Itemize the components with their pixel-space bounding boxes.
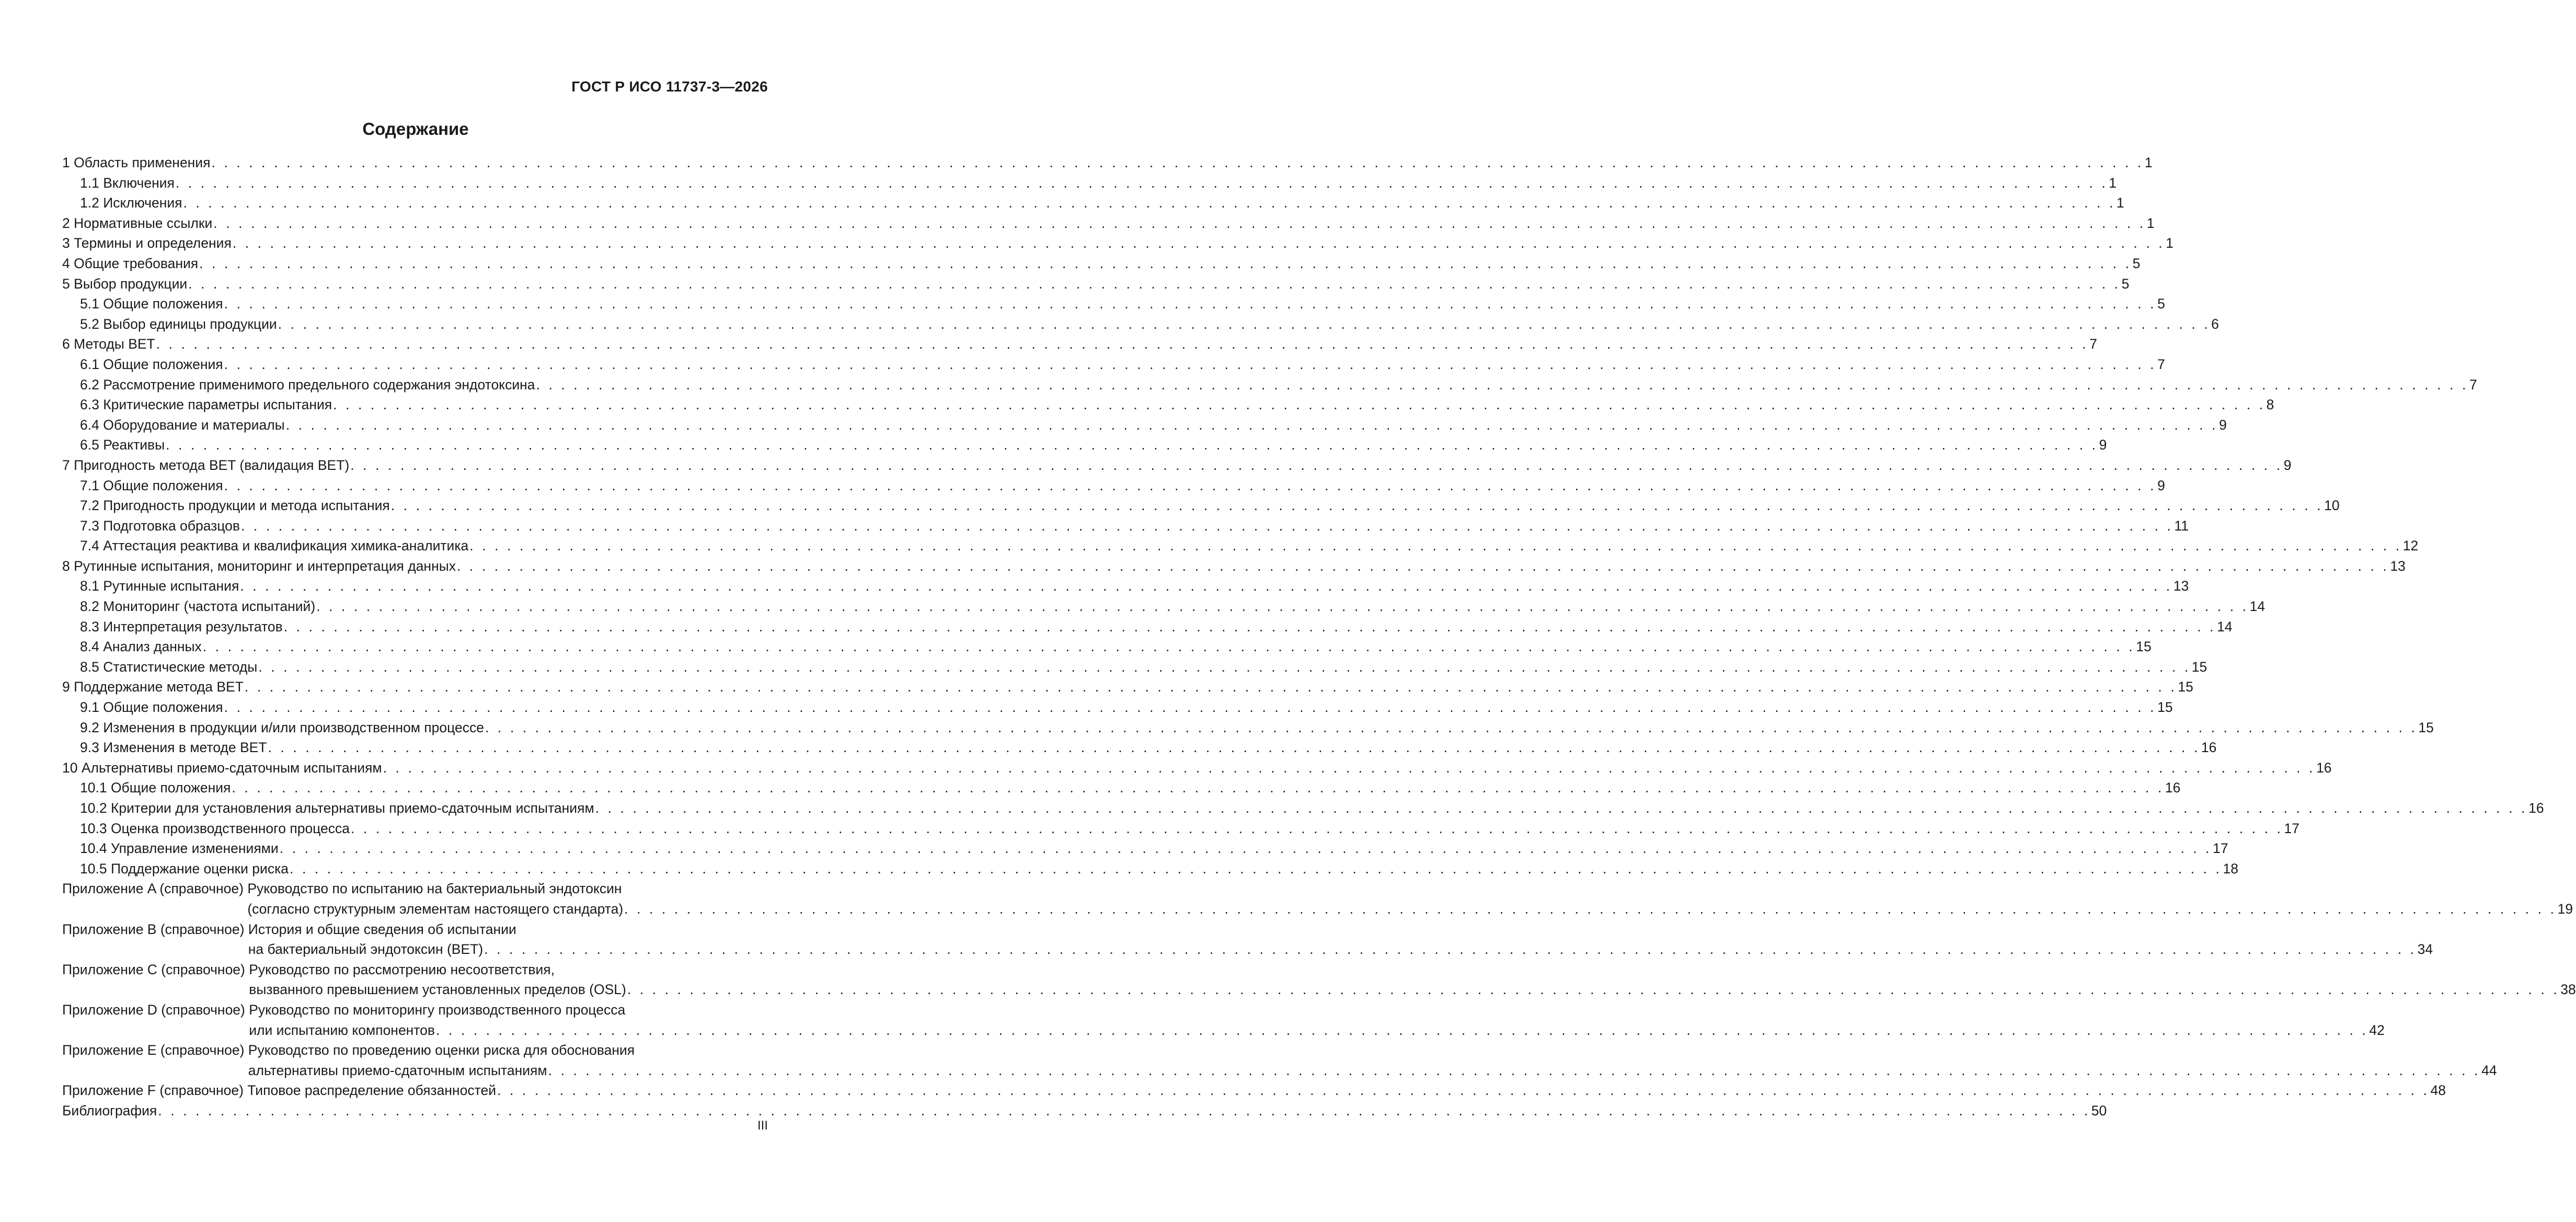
- toc-entry[interactable]: [62, 657, 2207, 677]
- annex-title-line: Руководство по испытанию на бактериальный эндотоксин: [247, 881, 622, 897]
- toc-entry-label: 8.5 Статистические методы: [80, 659, 258, 675]
- toc-entry-page: 9: [2219, 417, 2227, 433]
- dot-leader: [241, 516, 2173, 536]
- dot-leader: [469, 536, 2401, 556]
- toc-entry-page: 1: [2116, 195, 2124, 211]
- annex-designation: Приложение A (справочное): [62, 881, 248, 897]
- toc-entry-page: 13: [2390, 558, 2406, 574]
- toc-entry-page: 11: [2174, 517, 2189, 534]
- toc-entry[interactable]: [62, 435, 2107, 455]
- toc-entry[interactable]: [62, 354, 2165, 375]
- toc-entry-page: 5: [2157, 296, 2165, 312]
- toc-entry-page: 34: [2417, 941, 2433, 958]
- toc-entry-page: 19: [2557, 901, 2573, 917]
- toc-entry[interactable]: [62, 294, 2165, 314]
- toc-entry-label: 6 Методы BET: [62, 336, 155, 352]
- toc-entry[interactable]: [62, 536, 2419, 556]
- dot-leader: [211, 153, 2143, 173]
- toc-entry[interactable]: [62, 718, 2434, 738]
- annex-title-line: на бактериальный эндотоксин (BET): [248, 941, 484, 958]
- toc-entry-page: 13: [2173, 578, 2189, 594]
- toc-entry-label: 6.1 Общие положения: [80, 356, 223, 372]
- dot-leader: [391, 495, 2323, 516]
- toc-entry-label: 6.3 Критические параметры испытания: [80, 397, 332, 413]
- dot-leader: [258, 657, 2190, 677]
- toc-entry-page: 1: [2146, 215, 2155, 231]
- toc-entry-label: 10 Альтернативы приемо-сдаточным испытаниям: [62, 759, 382, 776]
- toc-entry-label: 4 Общие требования: [62, 255, 199, 271]
- document-code: ГОСТ Р ИСО 11737-3—2026: [571, 78, 768, 95]
- annex-designation: Приложение D (справочное): [62, 1001, 249, 1018]
- toc-entry[interactable]: [62, 153, 2153, 173]
- toc-entry-label: 7 Пригодность метода BET (валидация BET): [62, 457, 350, 473]
- toc-entry[interactable]: [62, 495, 2340, 516]
- toc-entry[interactable]: [62, 253, 2141, 274]
- toc-entry-label: 1.1 Включения: [80, 175, 175, 191]
- toc-entry[interactable]: [62, 395, 2274, 415]
- dot-leader: [497, 1080, 2429, 1101]
- dot-leader: [316, 596, 2248, 617]
- toc-entry-page: 15: [2136, 639, 2152, 655]
- annex-title-line: Руководство по мониторингу производственного процесса: [249, 1001, 626, 1018]
- toc-entry-label: 10.4 Управление изменениями: [80, 840, 279, 857]
- toc-entry-label: 8 Рутинные испытания, мониторинг и интерпретация данных: [62, 558, 456, 574]
- dot-leader: [280, 838, 2212, 859]
- toc-entry-label: 7.3 Подготовка образцов: [80, 517, 240, 534]
- toc-entry[interactable]: [62, 576, 2189, 596]
- toc-entry-page: 9: [2099, 437, 2107, 453]
- toc-entry-page: 44: [2481, 1062, 2497, 1078]
- dot-leader: [595, 798, 2527, 818]
- annex-title-line: вызванного превышением установленных пределов (OSL): [249, 982, 626, 998]
- toc-entry[interactable]: [62, 516, 2189, 536]
- dot-leader: [457, 556, 2389, 577]
- toc-entry-page: 16: [2316, 759, 2332, 776]
- toc-entry[interactable]: [62, 677, 2193, 697]
- table-of-contents: [62, 153, 2576, 1121]
- toc-entry-label: 8.2 Мониторинг (частота испытаний): [80, 598, 316, 615]
- toc-entry[interactable]: [62, 213, 2155, 234]
- toc-entry-page: 14: [2217, 618, 2233, 635]
- toc-entry-page: 15: [2157, 699, 2173, 716]
- toc-annex-entry[interactable]: [62, 960, 2576, 1000]
- toc-entry-label: Приложение F (справочное) Типовое распределение обязанностей: [62, 1082, 497, 1099]
- dot-leader: [436, 1020, 2368, 1041]
- toc-entry-page: 18: [2223, 860, 2238, 877]
- toc-entry-label: 8.1 Рутинные испытания: [80, 578, 239, 594]
- toc-entry[interactable]: [62, 758, 2332, 778]
- toc-annex-entry[interactable]: [62, 879, 2573, 919]
- toc-entry[interactable]: [62, 1080, 2446, 1101]
- toc-entry-label: 5 Выбор продукции: [62, 275, 188, 292]
- dot-leader: [383, 758, 2315, 778]
- toc-entry-label: 7.1 Общие положения: [80, 477, 223, 493]
- dot-leader: [548, 1060, 2480, 1081]
- dot-leader: [203, 637, 2135, 657]
- toc-entry-label: 6.2 Рассмотрение применимого предельного содержания эндотоксина: [80, 376, 535, 393]
- toc-entry-page: 16: [2528, 800, 2544, 816]
- dot-leader: [176, 173, 2108, 193]
- toc-entry-page: 15: [2418, 719, 2434, 735]
- toc-annex-entry[interactable]: [62, 919, 2433, 960]
- toc-entry-page: 42: [2369, 1022, 2385, 1038]
- toc-entry-label: 9.3 Изменения в методе BET: [80, 740, 267, 756]
- toc-entry-page: 12: [2402, 538, 2419, 554]
- toc-entry-page: 7: [2469, 376, 2477, 393]
- dot-leader: [213, 213, 2145, 234]
- toc-entry-page: 15: [2191, 659, 2207, 675]
- toc-entry[interactable]: [62, 193, 2124, 213]
- toc-entry[interactable]: [62, 697, 2173, 718]
- toc-entry[interactable]: [62, 617, 2233, 637]
- dot-leader: [290, 859, 2222, 879]
- toc-entry-page: 7: [2157, 356, 2165, 372]
- toc-entry-page: 17: [2213, 840, 2228, 857]
- toc-entry[interactable]: [62, 274, 2130, 294]
- dot-leader: [224, 294, 2156, 314]
- toc-entry[interactable]: [62, 737, 2217, 758]
- toc-entry[interactable]: [62, 476, 2165, 496]
- toc-entry-label: 9.1 Общие положения: [80, 699, 223, 716]
- annex-title-line: (согласно структурным элементам настоящего стандарта): [247, 901, 624, 917]
- toc-entry-page: 6: [2211, 316, 2219, 332]
- toc-entry[interactable]: [62, 314, 2219, 335]
- toc-entry-page: 1: [2166, 235, 2174, 251]
- dot-leader: [268, 737, 2200, 758]
- toc-entry-page: 50: [2091, 1102, 2107, 1119]
- toc-annex-entry[interactable]: [62, 1040, 2497, 1080]
- toc-entry[interactable]: [62, 596, 2266, 617]
- dot-leader: [485, 718, 2417, 738]
- dot-leader: [245, 677, 2177, 697]
- toc-entry[interactable]: [62, 637, 2152, 657]
- toc-entry-label: Библиография: [62, 1102, 157, 1119]
- dot-leader: [536, 375, 2468, 395]
- page-number: III: [757, 1119, 768, 1133]
- dot-leader: [232, 778, 2164, 798]
- toc-entry-label: 6.4 Оборудование и материалы: [80, 417, 285, 433]
- dot-leader: [156, 334, 2088, 354]
- toc-entry-label: 5.2 Выбор единицы продукции: [80, 316, 277, 332]
- toc-entry-label: 1.2 Исключения: [80, 195, 182, 211]
- annex-title-line: альтернативы приемо-сдаточным испытаниям: [248, 1062, 547, 1078]
- dot-leader: [199, 253, 2131, 274]
- toc-entry[interactable]: [62, 173, 2117, 193]
- toc-entry-page: 5: [2132, 255, 2141, 271]
- toc-entry-page: 9: [2157, 477, 2165, 493]
- toc-title: Содержание: [362, 119, 469, 139]
- toc-entry-label: 1 Область применения: [62, 155, 211, 170]
- toc-entry[interactable]: [62, 556, 2406, 577]
- annex-designation: Приложение B (справочное): [62, 921, 248, 937]
- dot-leader: [240, 576, 2172, 596]
- toc-entry[interactable]: [62, 778, 2181, 798]
- annex-designation: Приложение C (справочное): [62, 961, 249, 977]
- toc-entry-label: 9 Поддержание метода BET: [62, 679, 244, 695]
- annex-title-line: Руководство по проведению оценки риска для обоснования: [248, 1042, 635, 1058]
- toc-entry-label: 7.4 Аттестация реактива и квалификация химика-аналитика: [80, 538, 469, 554]
- toc-entry-page: 5: [2121, 275, 2130, 292]
- dot-leader: [284, 617, 2216, 637]
- dot-leader: [286, 415, 2218, 435]
- annex-title-line: История и общие сведения об испытании: [248, 921, 516, 937]
- toc-entry[interactable]: [62, 1101, 2107, 1121]
- toc-entry[interactable]: [62, 334, 2097, 354]
- toc-entry-page: 16: [2201, 740, 2217, 756]
- toc-entry-page: 1: [2144, 155, 2153, 170]
- toc-entry[interactable]: [62, 415, 2227, 435]
- dot-leader: [350, 455, 2282, 476]
- toc-entry-label: 10.1 Общие положения: [80, 780, 231, 796]
- dot-leader: [158, 1101, 2090, 1121]
- toc-entry[interactable]: [62, 375, 2477, 395]
- toc-entry-label: 10.3 Оценка производственного процесса: [80, 820, 350, 836]
- dot-leader: [224, 697, 2156, 718]
- toc-entry-label: 10.2 Критерии для установления альтернативы приемо-сдаточным испытаниям: [80, 800, 594, 816]
- toc-entry[interactable]: [62, 859, 2238, 879]
- toc-entry-label: 5.1 Общие положения: [80, 296, 223, 312]
- dot-leader: [224, 354, 2156, 375]
- dot-leader: [233, 233, 2165, 253]
- toc-entry-label: 10.5 Поддержание оценки риска: [80, 860, 289, 877]
- toc-entry[interactable]: [62, 455, 2292, 476]
- toc-entry[interactable]: [62, 818, 2299, 839]
- toc-entry-label: 9.2 Изменения в продукции и/или производственном процессе: [80, 719, 484, 735]
- toc-annex-entry[interactable]: [62, 1000, 2385, 1040]
- annex-title-line: или испытанию компонентов: [249, 1022, 435, 1038]
- dot-leader: [351, 818, 2283, 839]
- toc-entry-page: 1: [2109, 175, 2117, 191]
- dot-leader: [627, 979, 2559, 1000]
- toc-entry-page: 7: [2089, 336, 2097, 352]
- toc-entry-page: 48: [2430, 1082, 2446, 1099]
- dot-leader: [484, 939, 2416, 960]
- toc-entry-label: 7.2 Пригодность продукции и метода испытания: [80, 498, 390, 514]
- toc-entry-page: 9: [2283, 457, 2292, 473]
- toc-entry[interactable]: [62, 233, 2174, 253]
- toc-entry-label: 6.5 Реактивы: [80, 437, 165, 453]
- toc-entry-page: 38: [2560, 982, 2576, 998]
- toc-entry-label: 8.3 Интерпретация результатов: [80, 618, 283, 635]
- annex-designation: Приложение E (справочное): [62, 1042, 248, 1058]
- dot-leader: [166, 435, 2098, 455]
- dot-leader: [333, 395, 2265, 415]
- toc-entry[interactable]: [62, 798, 2544, 818]
- toc-entry-label: 8.4 Анализ данных: [80, 639, 202, 655]
- dot-leader: [624, 899, 2556, 919]
- dot-leader: [278, 314, 2210, 335]
- dot-leader: [188, 274, 2120, 294]
- toc-entry-label: 3 Термины и определения: [62, 235, 232, 251]
- toc-entry-page: 8: [2266, 397, 2274, 413]
- toc-entry-page: 14: [2249, 598, 2266, 615]
- toc-entry-page: 16: [2165, 780, 2181, 796]
- dot-leader: [224, 476, 2156, 496]
- annex-title-line: Руководство по рассмотрению несоответствия,: [249, 961, 555, 977]
- toc-entry-page: 10: [2324, 498, 2340, 514]
- dot-leader: [183, 193, 2115, 213]
- toc-entry-label: 2 Нормативные ссылки: [62, 215, 213, 231]
- toc-entry-page: 17: [2284, 820, 2299, 836]
- toc-entry-page: 15: [2178, 679, 2193, 695]
- toc-entry[interactable]: [62, 838, 2228, 859]
